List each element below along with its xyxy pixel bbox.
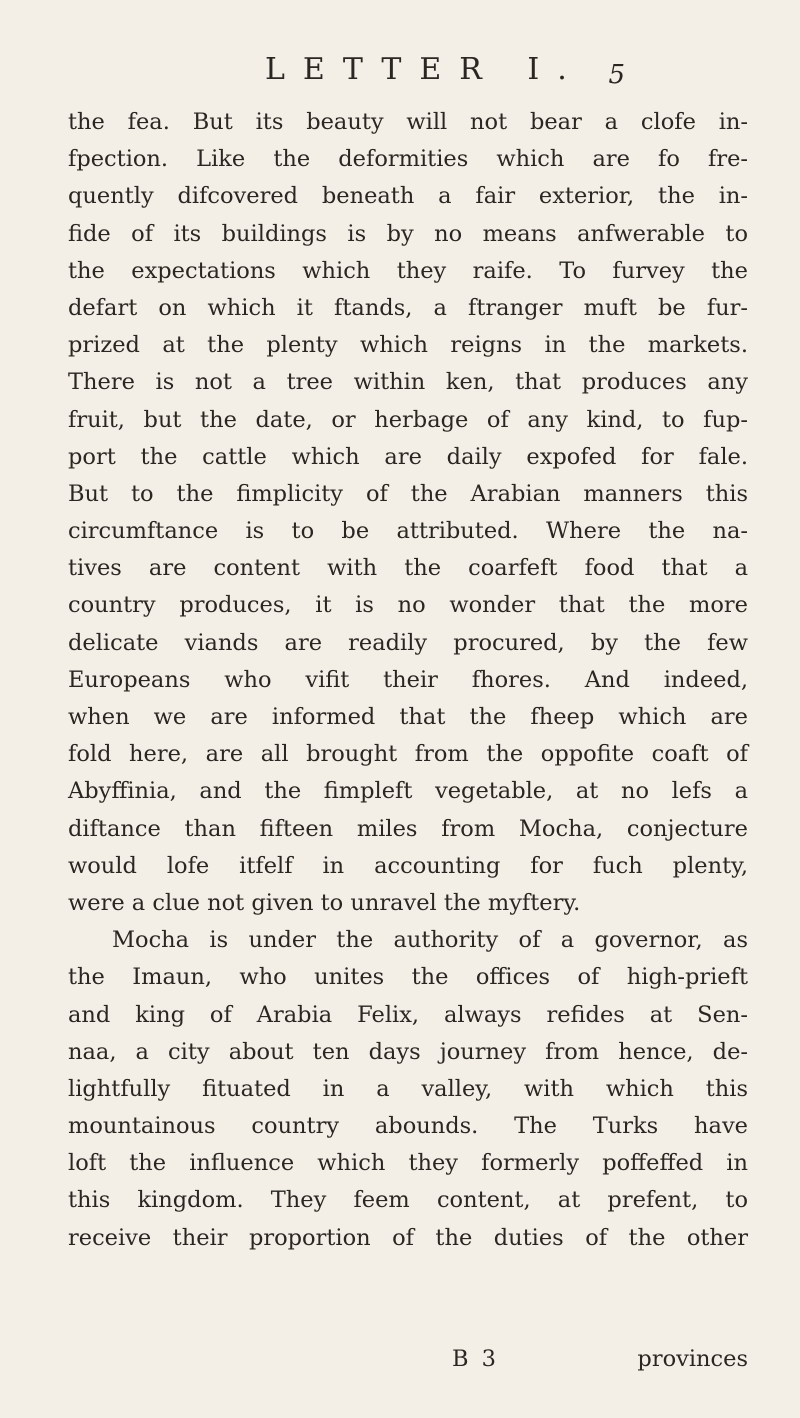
catchword: provinces (637, 1346, 748, 1372)
text-line: fide of its buildings is by no means anfwerable to (68, 220, 748, 247)
text-line: prized at the plenty which reigns in the markets. (68, 332, 748, 359)
text-line: would lofe itfelf in accounting for fuch plenty, (68, 852, 748, 879)
text-line: But to the fimplicity of the Arabian manners this (68, 480, 748, 507)
paragraph-start-line: Mocha is under the authority of a governor, as (112, 927, 748, 954)
text-line: port the cattle which are daily expofed for fale. (68, 443, 748, 470)
text-line: naa, a city about ten days journey from hence, de- (68, 1038, 748, 1065)
text-line: mountainous country abounds. The Turks have (68, 1113, 748, 1140)
text-line: fpection. Like the deformities which are fo fre- (68, 146, 748, 173)
text-line: loft the influence which they formerly poffeffed in (68, 1150, 748, 1177)
text-line: circumftance is to be attributed. Where the na- (68, 518, 748, 545)
text-line: Europeans who vifit their fhores. And indeed, (68, 666, 748, 693)
body-text (68, 104, 748, 1257)
text-line: receive their proportion of the duties of the other (68, 1224, 748, 1251)
text-line: tives are content with the coarfeft food that a (68, 555, 748, 582)
signature-mark: B 3 (452, 1346, 500, 1372)
running-head-title: LETTER I. (265, 52, 585, 87)
text-line: were a clue not given to unravel the myftery. (68, 889, 581, 916)
text-line: quently difcovered beneath a fair exterior, the in- (68, 183, 748, 210)
text-line: lightfully fituated in a valley, with which this (68, 1075, 748, 1102)
running-head (265, 52, 625, 92)
text-line: the fea. But its beauty will not bear a clofe in- (68, 109, 748, 135)
page-footer (68, 1346, 748, 1386)
text-line: country produces, it is no wonder that the more (68, 592, 748, 619)
text-line: the expectations which they raife. To furvey the (68, 257, 748, 284)
text-line: and king of Arabia Felix, always refides at Sen- (68, 1001, 748, 1028)
text-line: fruit, but the date, or herbage of any kind, to fup- (68, 406, 748, 433)
text-line: this kingdom. They feem content, at prefent, to (68, 1187, 748, 1214)
text-line: diftance than fifteen miles from Mocha, conjecture (68, 815, 748, 842)
text-line: There is not a tree within ken, that produces any (68, 369, 748, 396)
text-line: fold here, are all brought from the oppofite coaft of (68, 741, 748, 768)
text-line: the Imaun, who unites the offices of high-prieft (68, 964, 748, 991)
text-line: Abyffinia, and the fimpleft vegetable, at no lefs a (68, 778, 748, 805)
text-line: defart on which it ftands, a ftranger muft be fur- (68, 294, 748, 321)
text-line: delicate viands are readily procured, by the few (68, 629, 748, 656)
text-line: when we are informed that the fheep which are (68, 704, 748, 730)
page-number: 5 (608, 60, 625, 90)
